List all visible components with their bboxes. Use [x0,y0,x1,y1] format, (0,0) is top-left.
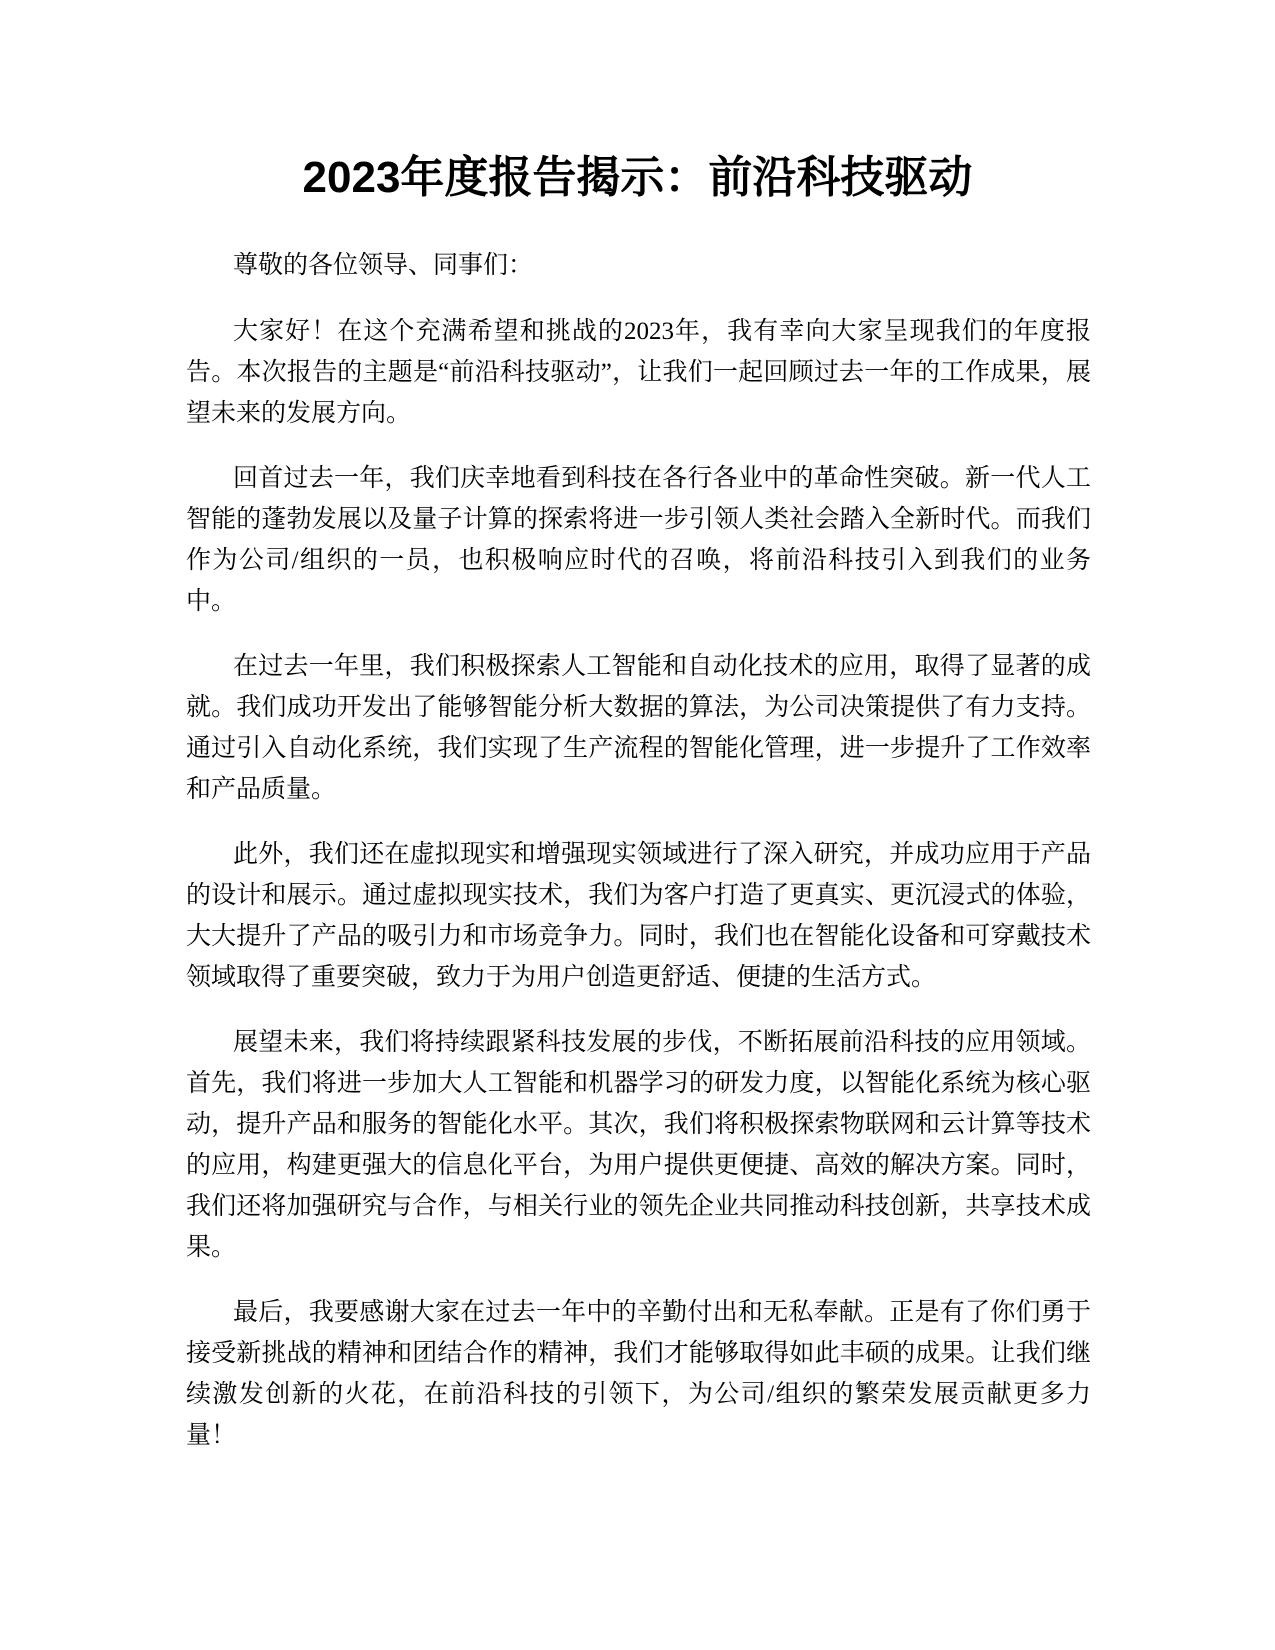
outlook-paragraph: 展望未来，我们将持续跟紧科技发展的步伐，不断拓展前沿科技的应用领域。首先，我们将进一步加大人工智能和机器学习的研发力度，以智能化系统为核心驱动，提升产品和服务的智能化水平。其次，我们将积极探索物联网和云计算等技术的应用，构建更强大的信息化平台，为用户提供更便捷、高效的解决方案。同时，我们还将加强研究与合作，与相关行业的领先企业共同推动科技创新，共享技术成果。 [186,1029,1091,1261]
review-paragraph: 回首过去一年，我们庆幸地看到科技在各行各业中的革命性突破。新一代人工智能的蓬勃发展以及量子计算的探索将进一步引领人类社会踏入全新时代。而我们作为公司/组织的一员，也积极响应时代的召唤，将前沿科技引入到我们的业务中。 [186,465,1091,615]
ai-automation-paragraph: 在过去一年里，我们积极探索人工智能和自动化技术的应用，取得了显著的成就。我们成功开发出了能够智能分析大数据的算法，为公司决策提供了有力支持。通过引入自动化系统，我们实现了生产流程的智能化管理，进一步提升了工作效率和产品质量。 [186,653,1091,803]
vr-ar-paragraph: 此外，我们还在虚拟现实和增强现实领域进行了深入研究，并成功应用于产品的设计和展示。通过虚拟现实技术，我们为客户打造了更真实、更沉浸式的体验，大大提升了产品的吸引力和市场竞争力。同时，我们也在智能化设备和可穿戴技术领域取得了重要突破，致力于为用户创造更舒适、便捷的生活方式。 [186,841,1091,991]
document-body [186,245,1091,1480]
document-title: 2023年度报告揭示：前沿科技驱动 [302,153,973,202]
salutation-paragraph: 尊敬的各位领导、同事们： [233,252,534,279]
greeting-paragraph: 大家好！在这个充满希望和挑战的2023年，我有幸向大家呈现我们的年度报告。本次报告的主题是“前沿科技驱动”，让我们一起回顾过去一年的工作成果，展望未来的发展方向。 [186,318,1091,427]
closing-paragraph: 最后，我要感谢大家在过去一年中的辛勤付出和无私奉献。正是有了你们勇于接受新挑战的精神和团结合作的精神，我们才能够取得如此丰硕的成果。让我们继续激发创新的火花，在前沿科技的引领下，为公司/组织的繁荣发展贡献更多力量！ [186,1299,1091,1449]
